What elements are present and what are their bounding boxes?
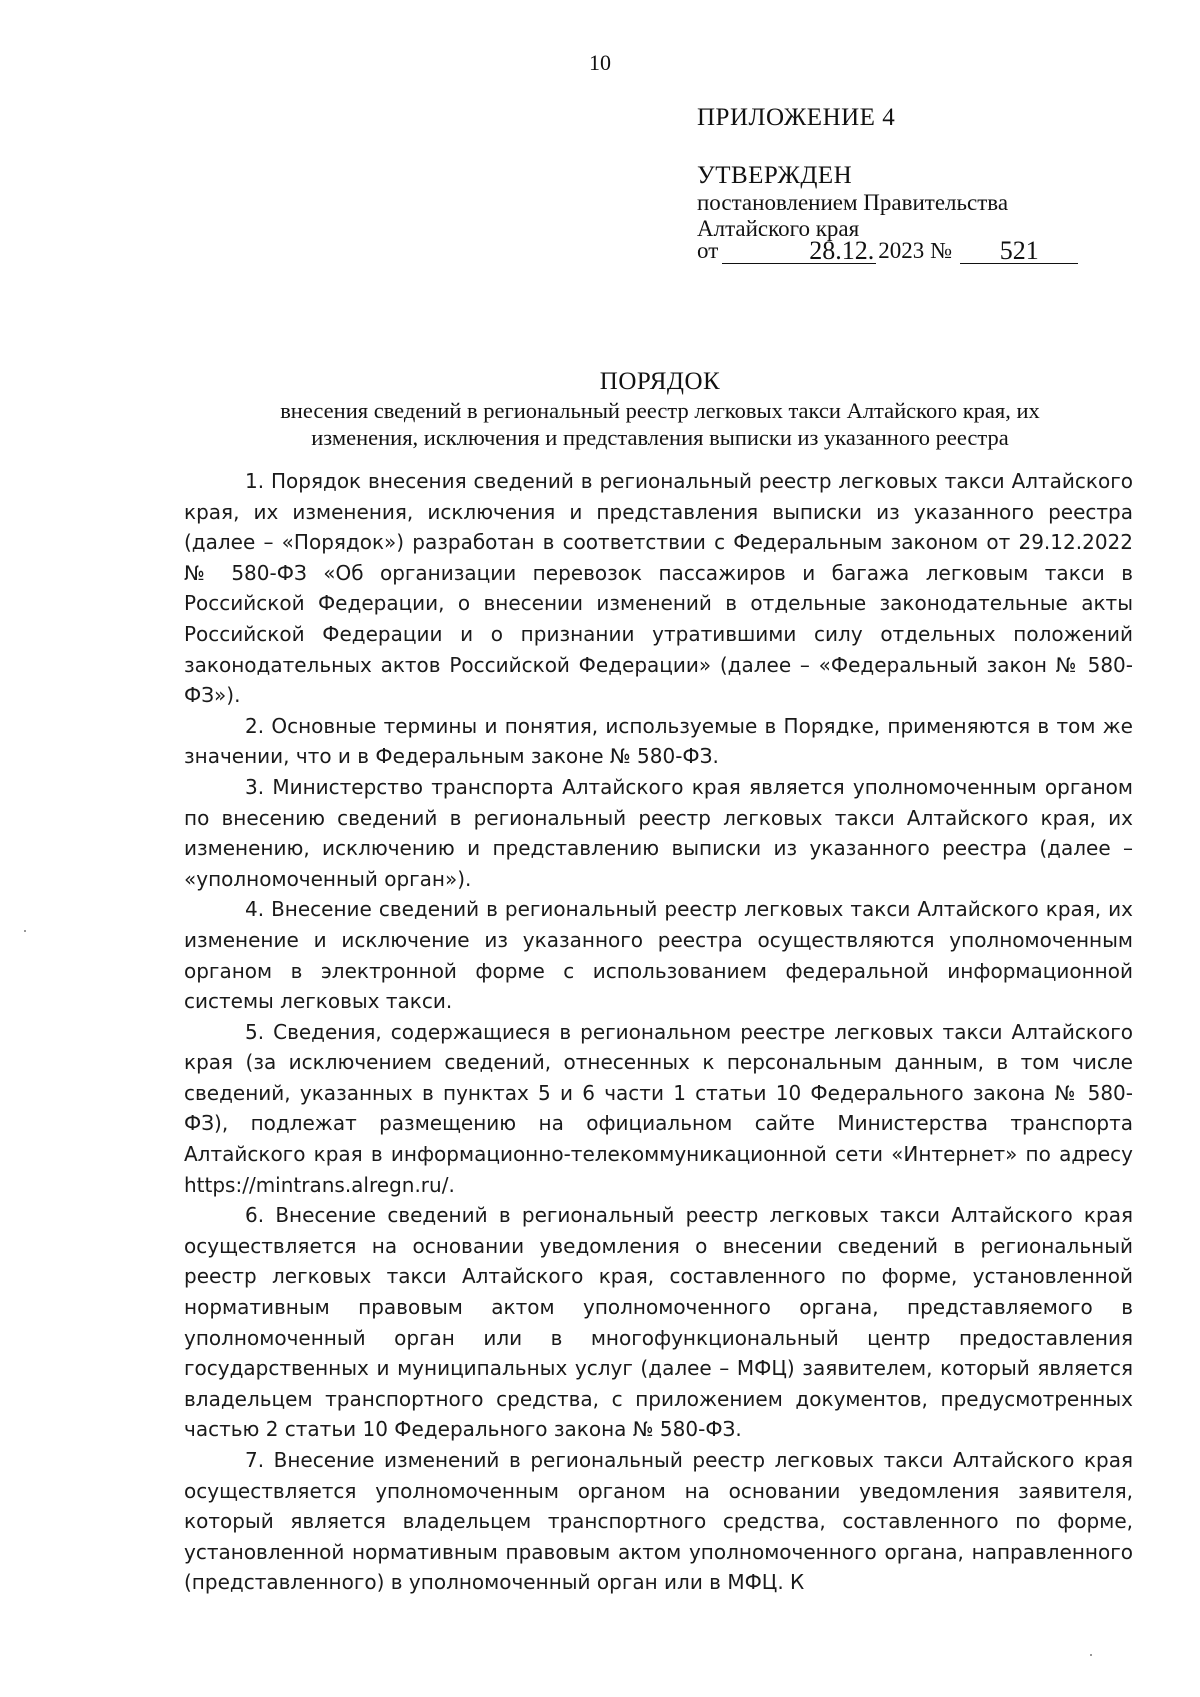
- date-prefix: от: [697, 238, 719, 263]
- paragraph-1: 1. Порядок внесения сведений в региональный реестр легковых такси Алтайского края, их изменения, исключения и представления выписки из указанного реестра (далее – «Порядок») разработан в соответствии с Федеральным законом от 29.12.2022 № 580-ФЗ «Об организации перевозок пассажиров и багажа легковым такси в Российской Федерации, о внесении изменений в отдельные законодательные акты Российской Федерации и о признании утратившими силу отдельных положений законодательных актов Российской Федерации» (далее – «Федеральный закон № 580-ФЗ»).: [184, 469, 1133, 708]
- decree-number: 521: [960, 239, 1078, 264]
- scan-speck: [24, 930, 26, 932]
- paragraph-5: 5. Сведения, содержащиеся в региональном реестре легковых такси Алтайского края (за исключением сведений, отнесенных к персональным данным, в том числе сведений, указанных в пунктах 5 и 6 части 1 статьи 10 Федерального закона № 580-ФЗ), подлежат размещению на официальном сайте Министерства транспорта Алтайского края в информационно-телекоммуникационной сети «Интернет» по адресу https://mintrans.alregn.ru/.: [184, 1019, 1133, 1197]
- paragraph-7: 7. Внесение изменений в региональный реестр легковых такси Алтайского края осуществляется уполномоченным органом на основании уведомления заявителя, который является владельцем транспортного средства, составленного по форме, установленной нормативным правовым актом уполномоченного органа, направленного (представленного) в уполномоченный орган или в МФЦ. К: [184, 1448, 1133, 1595]
- approved-label: УТВЕРЖДЕН: [697, 162, 853, 189]
- paragraph-3: 3. Министерство транспорта Алтайского края является уполномоченным органом по внесению сведений в региональный реестр легковых такси Алтайского края, их изменению, исключению и представлению выписки из указанного реестра (далее – «уполномоченный орган»).: [184, 774, 1133, 891]
- document-subtitle-line-1: внесения сведений в региональный реестр легковых такси Алтайского края, их: [280, 398, 1040, 423]
- document-body: [184, 466, 1133, 1598]
- decree-date-row: [697, 238, 1117, 264]
- paragraph-4: 4. Внесение сведений в региональный реестр легковых такси Алтайского края, их изменение и исключение из указанного реестра осуществляются уполномоченным органом в электронной форме с использованием федеральной информационной системы легковых такси.: [184, 897, 1133, 1014]
- document-title: ПОРЯДОК: [599, 368, 721, 395]
- paragraph-6: 6. Внесение сведений в региональный реестр легковых такси Алтайского края осуществляется на основании уведомления о внесении сведений в региональный реестр легковых такси Алтайского края, составленного по форме, установленной нормативным правовым актом уполномоченного органа, представляемого в уполномоченный орган или в многофункциональный центр предоставления государственных и муниципальных услуг (далее – МФЦ) заявителем, который является владельцем транспортного средства, с приложением документов, предусмотренных частью 2 статьи 10 Федерального закона № 580-ФЗ.: [184, 1203, 1133, 1442]
- number-sign: №: [930, 238, 953, 263]
- decree-date: 28.12.: [722, 239, 876, 264]
- document-subtitle-line-2: изменения, исключения и представления выписки из указанного реестра: [311, 425, 1009, 450]
- decree-line-1: постановлением Правительства: [697, 190, 1009, 215]
- decree-line-2: Алтайского края: [697, 216, 860, 241]
- decree-year: 2023: [878, 238, 925, 263]
- scan-speck: [1090, 1654, 1092, 1656]
- appendix-label: ПРИЛОЖЕНИЕ 4: [697, 104, 896, 131]
- approval-stamp: [697, 104, 1117, 264]
- paragraph-2: 2. Основные термины и понятия, используемые в Порядке, применяются в том же значении, что и в Федеральным законе № 580-ФЗ.: [184, 713, 1133, 769]
- document-title-block: [180, 367, 1140, 451]
- page-number: 10: [589, 50, 611, 75]
